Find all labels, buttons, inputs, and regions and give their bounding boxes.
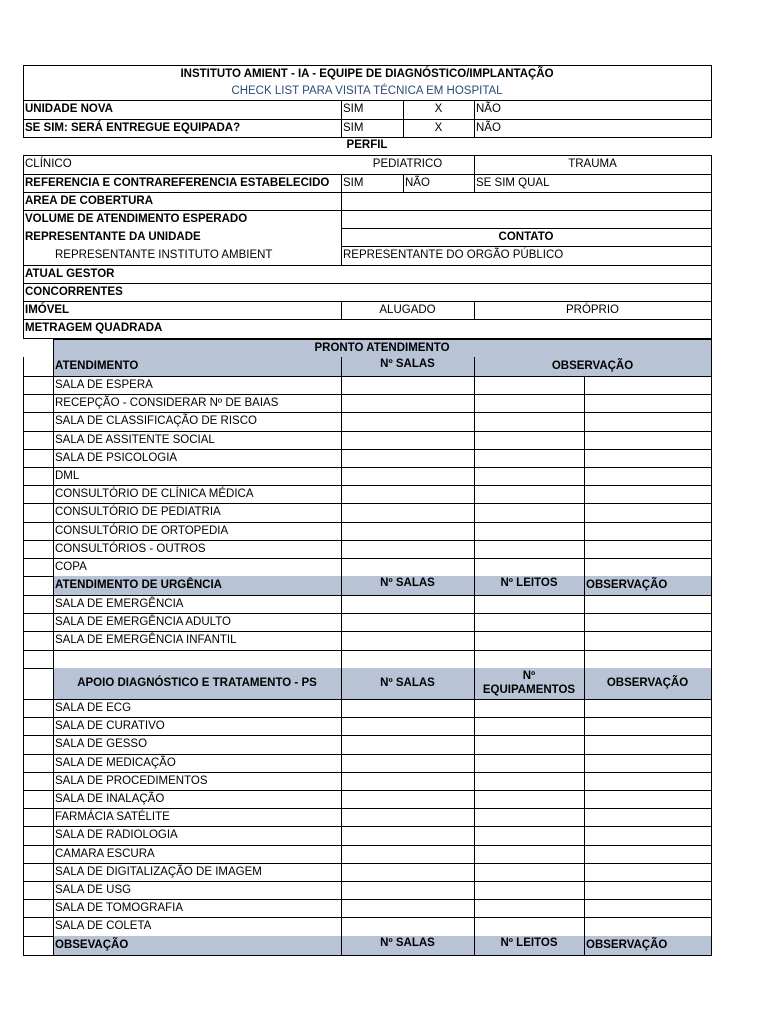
label-representante-instituto: REPRESENTANTE INSTITUTO AMBIENT [55,249,273,261]
table-row-label: DML [55,470,80,482]
option-sim: SIM [343,103,364,115]
table-row-label: SALA DE EMERGÊNCIA ADULTO [55,616,231,628]
col-num-leitos: Nº LEITOS [500,577,558,589]
section-pronto-atendimento: PRONTO ATENDIMENTO [314,342,450,354]
grid-line-v [341,100,342,138]
label-representante-unidade: REPRESENTANTE DA UNIDADE [25,231,201,243]
mark-x: X [434,103,443,115]
table-row-label: CONSULTÓRIO DE ORTOPEDIA [55,525,229,537]
table-row-label: SALA DE COLETA [55,920,152,932]
table-row-label: SALA DE USG [55,884,132,896]
label-area-cobertura: AREA DE COBERTURA [25,195,153,207]
grid-line-h [23,650,712,651]
header-urgencia: ATENDIMENTO DE URGÊNCIA [55,579,222,591]
label-volume: VOLUME DE ATENDIMENTO ESPERADO [25,213,248,225]
table-row-label: RECEPÇÃO - CONSIDERAR Nº DE BAIAS [55,397,279,409]
sheet-subtitle: CHECK LIST PARA VISITA TÉCNICA EM HOSPITAL [231,85,503,97]
col-observacao: OBSERVAÇÃO [606,677,689,689]
table-row-label: SALA DE RADIOLOGIA [55,829,178,841]
col-num-salas: Nº SALAS [380,577,435,589]
grid-line-v [403,100,404,138]
table-row-label: SALA DE DIGITALIZAÇÃO DE IMAGEM [55,866,262,878]
perfil-trauma: TRAUMA [568,158,617,170]
table-row-label: CONSULTÓRIO DE CLÍNICA MÉDICA [55,488,254,500]
label-representante-orgao: REPRESENTANTE DO ORGÃO PÚBLICO [343,249,564,261]
label-imovel: IMÓVEL [25,304,70,316]
perfil-clinico: CLÍNICO [25,158,72,170]
table-row-label: SALA DE ECG [55,702,132,714]
col-num-leitos: Nº LEITOS [500,937,558,949]
col-observacao: OBSERVAÇÃO [586,939,668,951]
table-row-label: SALA DE MEDICAÇÃO [55,757,176,769]
table-row-label: CONSULTÓRIO DE PEDIATRIA [55,506,221,518]
table-row-label: SALA DE PROCEDIMENTOS [55,775,208,787]
col-observacao: OBSERVAÇÃO [586,579,668,591]
grid-line-v [341,357,342,956]
label-atual-gestor: ATUAL GESTOR [25,268,115,280]
table-row-label: SALA DE EMERGÊNCIA INFANTIL [55,634,237,646]
option-proprio: PRÓPRIO [565,304,620,316]
label-concorrentes: CONCORRENTES [25,286,123,298]
table-row-label: SALA DE TOMOGRAFIA [55,902,184,914]
grid-line-v [341,301,342,320]
grid-line-v [53,339,54,956]
col-observacao: OBSERVAÇÃO [551,360,634,372]
table-row-label: SALA DE PSICOLOGIA [55,452,178,464]
perfil-pediatrico: PEDIATRICO [372,158,443,170]
label-entregue-equipada: SE SIM: SERÁ ENTREGUE EQUIPADA? [25,122,241,134]
sheet-title: INSTITUTO AMIENT - IA - EQUIPE DE DIAGNÓSTICO/IMPLANTAÇÃO [180,68,554,80]
grid-line-v [474,357,475,956]
option-nao: NÃO [476,103,501,115]
table-row-label: CAMARA ESCURA [55,848,155,860]
label-referencia: REFERENCIA E CONTRAREFERENCIA ESTABELECIDO [25,177,330,189]
grid-line-h [53,339,712,340]
label-contato: CONTATO [498,231,554,243]
option-nao: NÃO [476,122,501,134]
table-row-label: SALA DE EMERGÊNCIA [55,598,184,610]
grid-line-v [403,174,404,193]
option-sim: SIM [343,122,364,134]
table-row-label: COPA [55,561,87,573]
grid-line-v [711,155,712,339]
table-row-label: SALA DE INALAÇÃO [55,793,165,805]
table-row-label: FARMÁCIA SATÉLITE [55,811,170,823]
col-num-equipamentos: Nº [522,670,536,682]
grid-line-v [584,576,585,956]
mark-x: X [434,122,443,134]
table-row-label: CONSULTÓRIOS - OUTROS [55,543,206,555]
grid-line-v [711,65,712,138]
header-apoio: APOIO DIAGNÓSTICO E TRATAMENTO - PS [77,677,317,689]
grid-line-v [474,301,475,320]
grid-line-v [711,338,712,956]
label-metragem: METRAGEM QUADRADA [25,322,163,334]
table-row-label: SALA DE GESSO [55,738,148,750]
option-sim: SIM [343,177,364,189]
table-row-label: SALA DE ESPERA [55,379,153,391]
col-num-salas: Nº SALAS [380,358,435,370]
label-se-sim-qual: SE SIM QUAL [476,177,550,189]
grid-line-v [584,376,585,577]
col-num-salas: Nº SALAS [380,937,435,949]
grid-line-h [23,955,712,956]
table-row-label: SALA DE ASSITENTE SOCIAL [55,434,215,446]
table-row-label: SALA DE CLASSIFICAÇÃO DE RISCO [55,415,257,427]
table-row-label: SALA DE CURATIVO [55,720,165,732]
header-atendimento: ATENDIMENTO [55,360,139,372]
option-nao: NÃO [405,177,430,189]
label-unidade-nova: UNIDADE NOVA [25,103,113,115]
label-perfil: PERFIL [346,139,388,151]
header-observacao: OBSEVAÇÃO [55,939,129,951]
grid-line-v [23,357,24,956]
col-num-equipamentos: EQUIPAMENTOS [482,684,576,696]
col-num-salas: Nº SALAS [380,677,435,689]
grid-line-v [23,65,24,138]
option-alugado: ALUGADO [379,304,436,316]
grid-line-v [474,100,475,138]
